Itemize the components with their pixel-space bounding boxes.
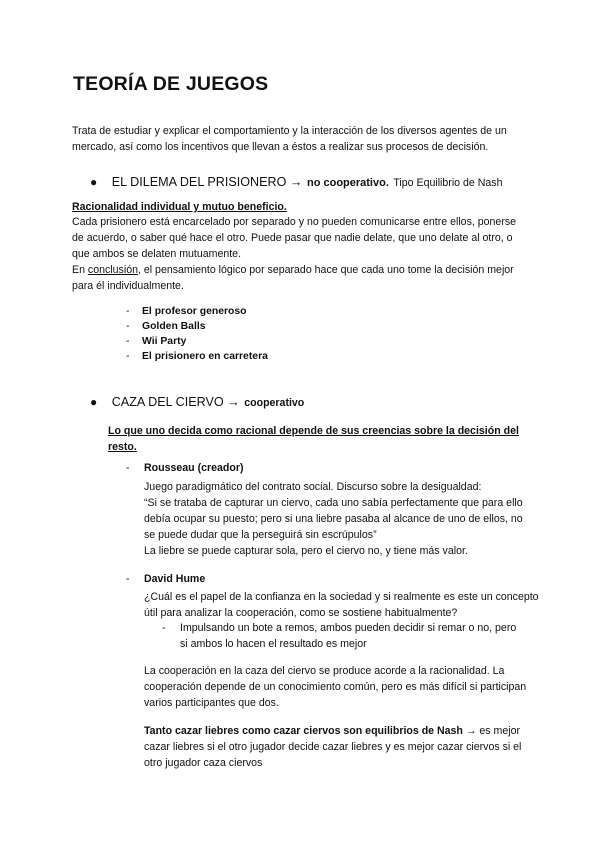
section-heading-text: CAZA DEL CIERVO → [111,395,240,409]
page-title: TEORÍA DE JUEGOS [73,73,269,95]
conclusion-rest: , el pensamiento lógico por separado hace que cada uno tome la decisión mejor para él individualmente. [72,264,514,292]
section-tag: no cooperativo. [306,177,389,189]
conclusion-prefix: En [72,264,85,276]
rousseau-heading: - Rousseau (creador) [126,462,244,474]
rousseau-paragraph [144,479,534,559]
examples-list [126,304,268,364]
nash-explanation: → es mejor cazar liebres si el otro jugador decide cazar liebres y es mejor cazar ciervos si el otro jugador caza ciervos [144,725,522,769]
prisoner-body: Cada prisionero está encarcelado por separado y no pueden comunicarse entre ellos, ponerse de acuerdo, o saber qué hace el otro. Puede pasar que nadie delate, que uno delate al otro, o que ambos se delaten mutuamente. [72,216,517,260]
hume-subitem-text: Impulsando un bote a remos, ambos pueden decidir si remar o no, pero si ambos lo hacen el resultado es mejor [180,622,517,650]
hume-cooperation: La cooperación en la caza del ciervo se produce acorde a la racionalidad. La cooperación depende de un conocimiento común, pero es más difícil si participan varios participantes que dos. [144,665,527,709]
hume-heading: - David Hume [126,573,206,585]
section-note: Tipo Equilibrio de Nash [393,177,503,189]
section-prisoner-heading [90,173,502,191]
nash-statement: Tanto cazar liebres como cazar ciervos son equilibrios de Nash [144,725,463,737]
section-stag-heading [90,393,304,411]
prisoner-conclusion [72,262,532,294]
rousseau-intro: Juego paradigmático del contrato social. Discurso sobre la desigualdad: [144,481,482,493]
conclusion-word: conclusión [87,264,138,276]
list-item: - El profesor generoso [126,306,247,317]
hume-subitem: - Impulsando un bote a remos, ambos pueden decidir si remar o no, pero si ambos lo hacen el resultado es mejor [162,620,522,652]
list-item: - Golden Balls [126,321,206,332]
stag-subheading: Lo que uno decida como racional depende de sus creencias sobre la decisión del resto. [108,425,519,453]
hume-final [144,723,539,771]
bullet-icon: ● [90,175,98,189]
rousseau-quote: “Si se trataba de capturar un ciervo, cada uno sabía perfectamente que para ello debía ocupar su puesto; pero si una liebre pasaba al alcance de uno de ellos, no se puede dudar que la perseguirá sin escrúpulos” [144,497,523,541]
rousseau-conclusion: La liebre se puede capturar sola, pero el ciervo no, y tiene más valor. [144,545,468,557]
section-heading-text: EL DILEMA DEL PRISIONERO → [111,175,303,189]
prisoner-subheading: Racionalidad individual y mutuo beneficio. [72,201,287,213]
intro-paragraph: Trata de estudiar y explicar el comportamiento y la interacción de los diversos agentes de un mercado, así como los incentivos que llevan a éstos a realizar sus procesos de decisión. [72,125,507,153]
section-tag: cooperativo [244,397,305,409]
list-item: - El prisionero en carretera [126,351,268,362]
bullet-icon: ● [90,395,98,409]
hume-question: ¿Cuál es el papel de la confianza en la sociedad y si realmente es este un concepto útil para analizar la cooperación, como se sostiene habitualmente? [144,591,539,619]
list-item: - Wii Party [126,336,187,347]
